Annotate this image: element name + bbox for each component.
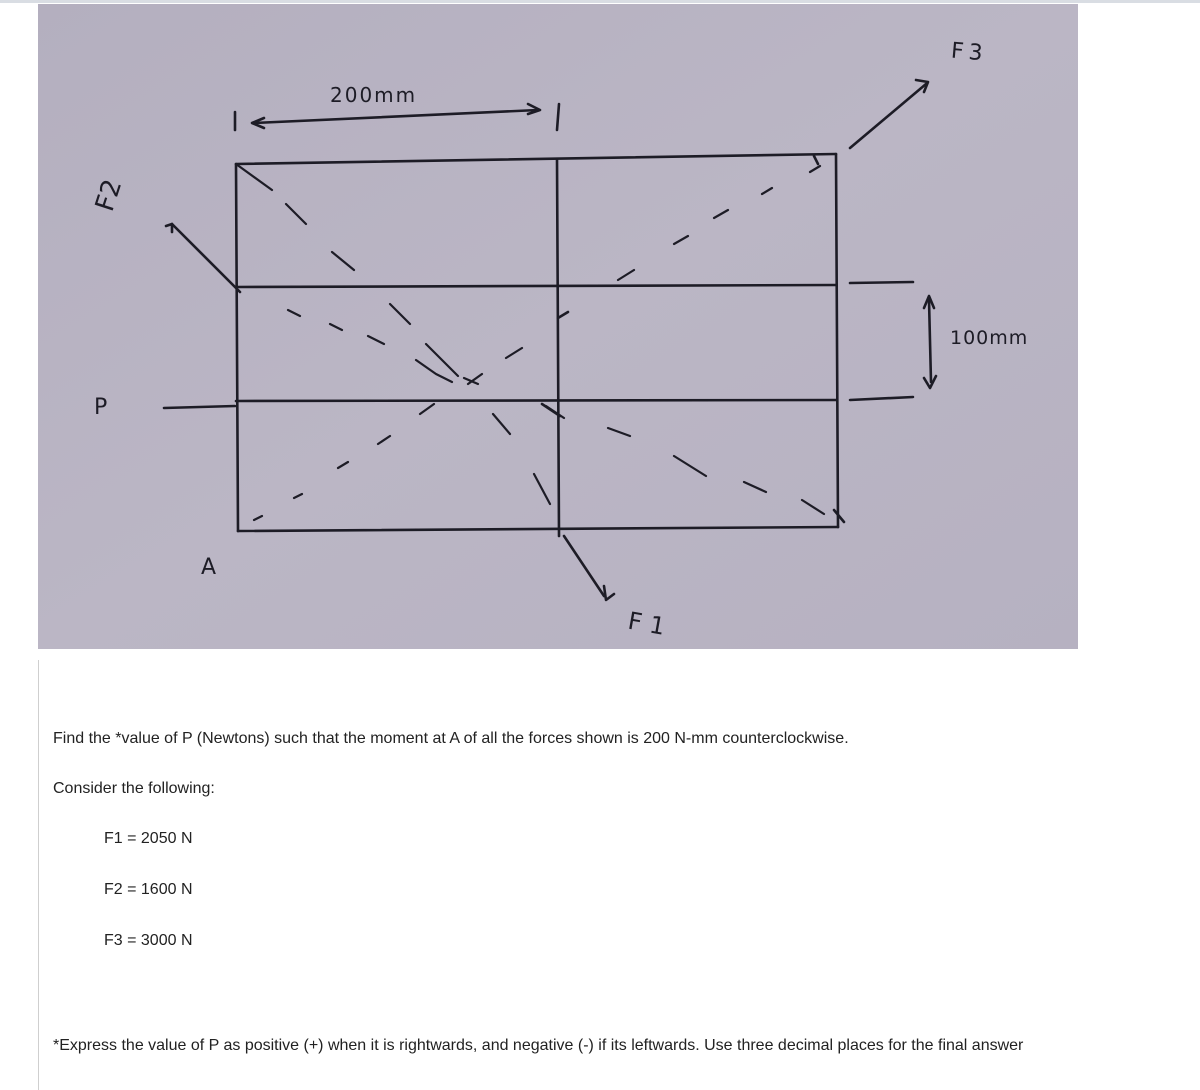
label-f2: F2 bbox=[90, 175, 129, 216]
label-dimension-200: 200mm bbox=[330, 83, 418, 107]
question-text: Find the *value of P (Newtons) such that the moment at A of all the forces shown is 200 N-mm counterclockwise. bbox=[53, 730, 849, 747]
sketch-photo bbox=[38, 4, 1078, 649]
consider-heading: Consider the following: bbox=[53, 780, 215, 797]
top-divider bbox=[0, 0, 1200, 3]
content-left-border bbox=[38, 660, 39, 1090]
label-dimension-100: 100mm bbox=[950, 327, 1029, 349]
label-f1: F1 bbox=[625, 606, 676, 643]
label-p: P bbox=[94, 395, 108, 420]
label-a: A bbox=[201, 555, 217, 580]
label-f3: F3 bbox=[949, 38, 989, 67]
force-f2-value: F2 = 1600 N bbox=[104, 881, 193, 898]
answer-instructions: *Express the value of P as positive (+) when it is rightwards, and negative (-) if its leftwards. Use three decimal places for the final answer bbox=[53, 1037, 1024, 1054]
force-f3-value: F3 = 3000 N bbox=[104, 932, 193, 949]
force-f1-value: F1 = 2050 N bbox=[104, 830, 193, 847]
